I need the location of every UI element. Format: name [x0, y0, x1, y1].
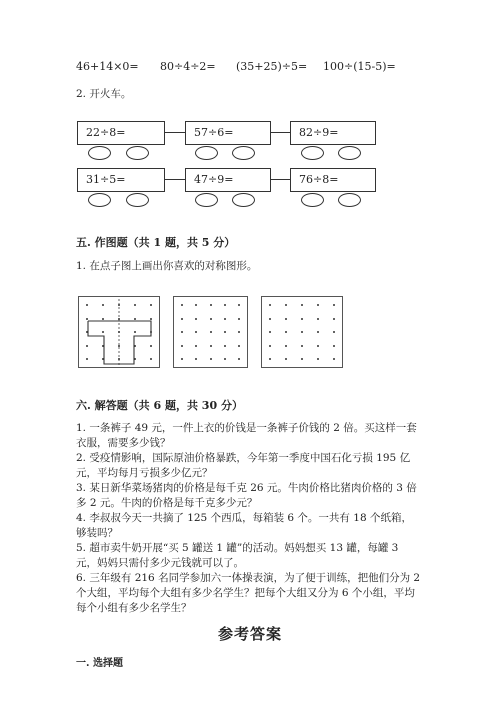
grid-dot — [238, 358, 240, 360]
grid-dot — [301, 318, 303, 320]
grid-dot — [224, 331, 226, 333]
grid-dot — [285, 345, 287, 347]
grid-dot — [150, 358, 152, 360]
question-text: 2. 受疫情影响，国际原油价格暴跌，今年第一季度中国石化亏损 195 亿元，平均每月亏损多少亿元？ — [76, 452, 411, 479]
grid-dot — [102, 331, 104, 333]
grid-dot — [150, 304, 152, 306]
grid-dot — [181, 345, 183, 347]
grid-dot — [118, 331, 120, 333]
train-coupler — [271, 132, 290, 133]
grid-dot — [285, 318, 287, 320]
grid-dot — [86, 318, 88, 320]
train-coupler — [165, 132, 185, 133]
train-wheel — [301, 146, 324, 160]
calc-item: 46+14×0= — [76, 60, 139, 73]
grid-dot — [238, 304, 240, 306]
grid-dot — [134, 358, 136, 360]
question-text: 1. 在点子图上画出你喜欢的对称图形。 — [76, 260, 258, 272]
grid-dot — [210, 331, 212, 333]
grid-dot — [134, 331, 136, 333]
train-car: 22÷8= — [77, 121, 165, 145]
grid-dot — [224, 318, 226, 320]
question-text: 6. 三年级有 216 名同学参加六一体操表演，为了便于训练，把他们分为 2 个大组，平均每个大组有多少名学生？把每个大组又分为 6 个小组，平均每个小组有多少名学生？ — [76, 572, 421, 614]
section-heading: 五. 作图题（共 1 题，共 5 分） — [76, 236, 236, 249]
grid-dot — [269, 318, 271, 320]
grid-dot — [102, 318, 104, 320]
grid-dot — [150, 345, 152, 347]
grid-dot — [181, 304, 183, 306]
train-car: 76÷8= — [290, 168, 376, 192]
grid-dot — [317, 318, 319, 320]
grid-dot — [333, 345, 335, 347]
grid-dot — [86, 331, 88, 333]
grid-dot — [195, 358, 197, 360]
grid-dot — [238, 318, 240, 320]
grid-dot — [195, 304, 197, 306]
train-coupler — [165, 179, 185, 180]
train-wheel — [195, 193, 218, 207]
train-car: 47÷9= — [185, 168, 271, 192]
grid-dot — [317, 304, 319, 306]
train-wheel — [126, 193, 149, 207]
section-heading: 六. 解答题（共 6 题，共 30 分） — [76, 399, 243, 412]
grid-dot — [285, 331, 287, 333]
calc-item: 80÷4÷2= — [160, 60, 216, 73]
train-wheel — [338, 193, 361, 207]
answers-section-heading: 一. 选择题 — [76, 658, 123, 669]
train-wheel — [195, 146, 218, 160]
grid-dot — [210, 318, 212, 320]
grid-dot — [134, 345, 136, 347]
grid-dot — [181, 318, 183, 320]
train-wheel — [338, 146, 361, 160]
grid-dot — [317, 358, 319, 360]
answers-title: 参考答案 — [217, 625, 282, 643]
grid-dot — [301, 345, 303, 347]
grid-dot — [210, 358, 212, 360]
grid-dot — [195, 331, 197, 333]
grid-dot — [333, 304, 335, 306]
question-text: 1. 一条裤子 49 元，一件上衣的价钱是一条裤子价钱的 2 倍。买这样一套衣服，需要多少钱？ — [76, 422, 417, 449]
train-wheel — [232, 193, 255, 207]
dot-grid — [78, 296, 160, 368]
train-wheel — [301, 193, 324, 207]
grid-dot — [301, 358, 303, 360]
grid-dot — [317, 331, 319, 333]
train-coupler — [271, 179, 290, 180]
grid-dot — [224, 304, 226, 306]
grid-dot — [118, 358, 120, 360]
question-text: 5. 超市卖牛奶开展“买 5 罐送 1 罐”的活动。妈妈想买 13 罐，每罐 3 元，妈妈只需付多少元钱就可以了。 — [76, 542, 399, 569]
grid-dot — [301, 304, 303, 306]
calc-item: (35+25)÷5= — [236, 60, 308, 73]
question-text: 3. 某日新华菜场猪肉的价格是每千克 26 元。牛肉价格比猪肉价格的 3 倍多 2 元。牛肉的价格是每千克多少元？ — [76, 482, 417, 509]
train-wheel — [88, 146, 111, 160]
grid-dot — [224, 358, 226, 360]
grid-dot — [285, 304, 287, 306]
train-wheel — [88, 193, 111, 207]
grid-dot — [86, 358, 88, 360]
grid-dot — [333, 331, 335, 333]
grid-dot — [134, 304, 136, 306]
dot-grid — [173, 296, 248, 368]
grid-dot — [181, 331, 183, 333]
grid-dot — [269, 358, 271, 360]
grid-dot — [195, 345, 197, 347]
grid-dot — [333, 318, 335, 320]
train-car: 31÷5= — [77, 168, 165, 192]
grid-dot — [195, 318, 197, 320]
grid-dot — [269, 345, 271, 347]
grid-dot — [86, 304, 88, 306]
grid-dot — [301, 331, 303, 333]
grid-dot — [118, 345, 120, 347]
question-list — [76, 421, 421, 616]
grid-dot — [317, 345, 319, 347]
grid-dot — [150, 331, 152, 333]
grid-dot — [210, 304, 212, 306]
dot-grid — [261, 296, 343, 368]
grid-dot — [269, 331, 271, 333]
train-wheel — [232, 146, 255, 160]
grid-dot — [210, 345, 212, 347]
grid-dot — [118, 318, 120, 320]
grid-dot — [224, 345, 226, 347]
grid-dot — [86, 345, 88, 347]
grid-dot — [285, 358, 287, 360]
grid-dot — [238, 345, 240, 347]
grid-dot — [269, 304, 271, 306]
grid-dot — [181, 358, 183, 360]
grid-dot — [333, 358, 335, 360]
grid-dot — [134, 318, 136, 320]
grid-dot — [150, 318, 152, 320]
train-car: 82÷9= — [290, 121, 376, 145]
grid-dot — [102, 304, 104, 306]
question-text: 4. 李叔叔今天一共摘了 125 个西瓜，每箱装 6 个。一共有 18 个纸箱，够装吗？ — [76, 512, 412, 539]
grid-dot — [102, 345, 104, 347]
calc-item: 100÷(15-5)= — [323, 60, 396, 73]
grid-dot — [118, 304, 120, 306]
train-wheel — [126, 146, 149, 160]
train-car: 57÷6= — [185, 121, 271, 145]
grid-dot — [102, 358, 104, 360]
grid-dot — [238, 331, 240, 333]
train-heading: 2. 开火车。 — [76, 88, 132, 100]
